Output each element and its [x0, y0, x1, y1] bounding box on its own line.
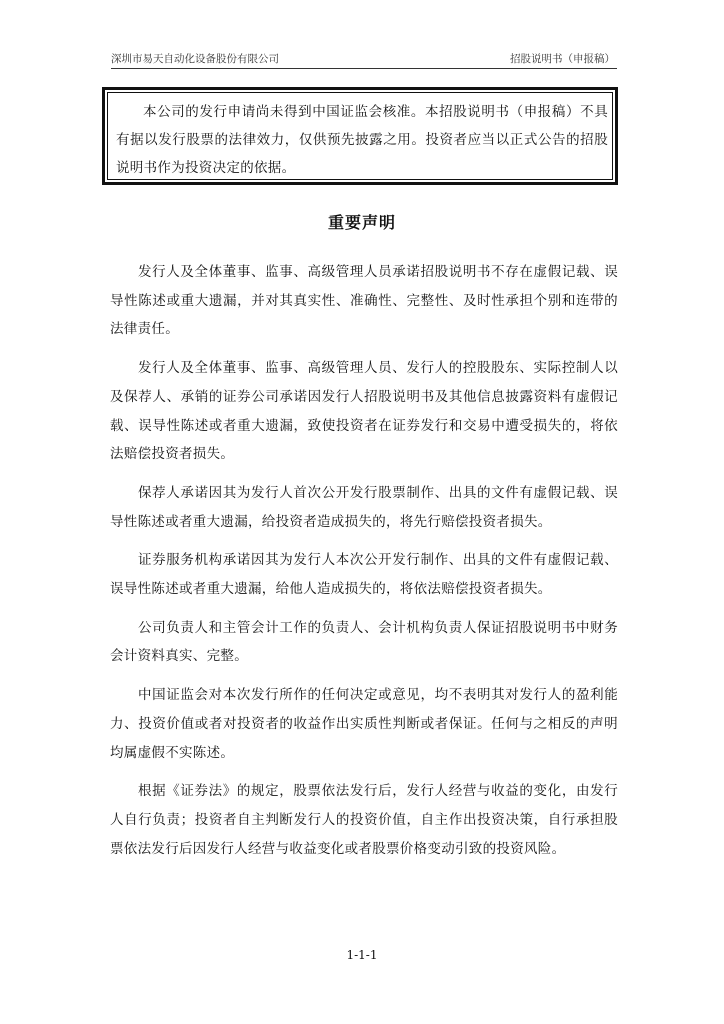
paragraph-4: 证券服务机构承诺因其为发行人本次公开发行制作、出具的文件有虚假记载、误导性陈述或者重大遗漏，给他人造成损失的，将依法赔偿投资者损失。 [110, 552, 618, 598]
paragraph-1: 发行人及全体董事、监事、高级管理人员承诺招股说明书不存在虚假记载、误导性陈述或重大遗漏，并对其真实性、准确性、完整性、及时性承担个别和连带的法律责任。 [110, 264, 618, 338]
paragraph-2: 发行人及全体董事、监事、高级管理人员、发行人的控股股东、实际控制人以及保荐人、承销的证券公司承诺因发行人招股说明书及其他信息披露资料有虚假记载、误导性陈述或者重大遗漏，致使投资者在证券发行和交易中遭受损失的，将依法赔偿投资者损失。 [110, 360, 618, 463]
paragraph-6: 中国证监会对本次发行所作的任何决定或意见，均不表明其对发行人的盈利能力、投资价值或者对投资者的收益作出实质性判断或者保证。任何与之相反的声明均属虚假不实陈述。 [110, 687, 618, 761]
paragraph-3: 保荐人承诺因其为发行人首次公开发行股票制作、出具的文件有虚假记载、误导性陈述或者重大遗漏，给投资者造成损失的，将先行赔偿投资者损失。 [110, 484, 618, 530]
header-document-type: 招股说明书（申报稿） [510, 53, 615, 65]
statement-body [110, 258, 618, 873]
paragraph-7: 根据《证券法》的规定，股票依法发行后，发行人经营与收益的变化，由发行人自行负责；投资者自主判断发行人的投资价值，自主作出投资决策，自行承担股票依法发行后因发行人经营与收益变化或者股票价格变动引致的投资风险。 [110, 783, 618, 857]
notice-text: 本公司的发行申请尚未得到中国证监会核准。本招股说明书（申报稿）不具有据以发行股票的法律效力，仅供预先披露之用。投资者应当以正式公告的招股说明书作为投资决定的依据。 [107, 92, 613, 180]
page-header [111, 50, 617, 69]
page-number: 1-1-1 [346, 948, 378, 962]
header-company-name: 深圳市易天自动化设备股份有限公司 [111, 53, 279, 65]
paragraph-5: 公司负责人和主管会计工作的负责人、会计机构负责人保证招股说明书中财务会计资料真实、完整。 [110, 619, 618, 665]
notice-box [102, 87, 618, 185]
page-title: 重要声明 [327, 213, 396, 232]
